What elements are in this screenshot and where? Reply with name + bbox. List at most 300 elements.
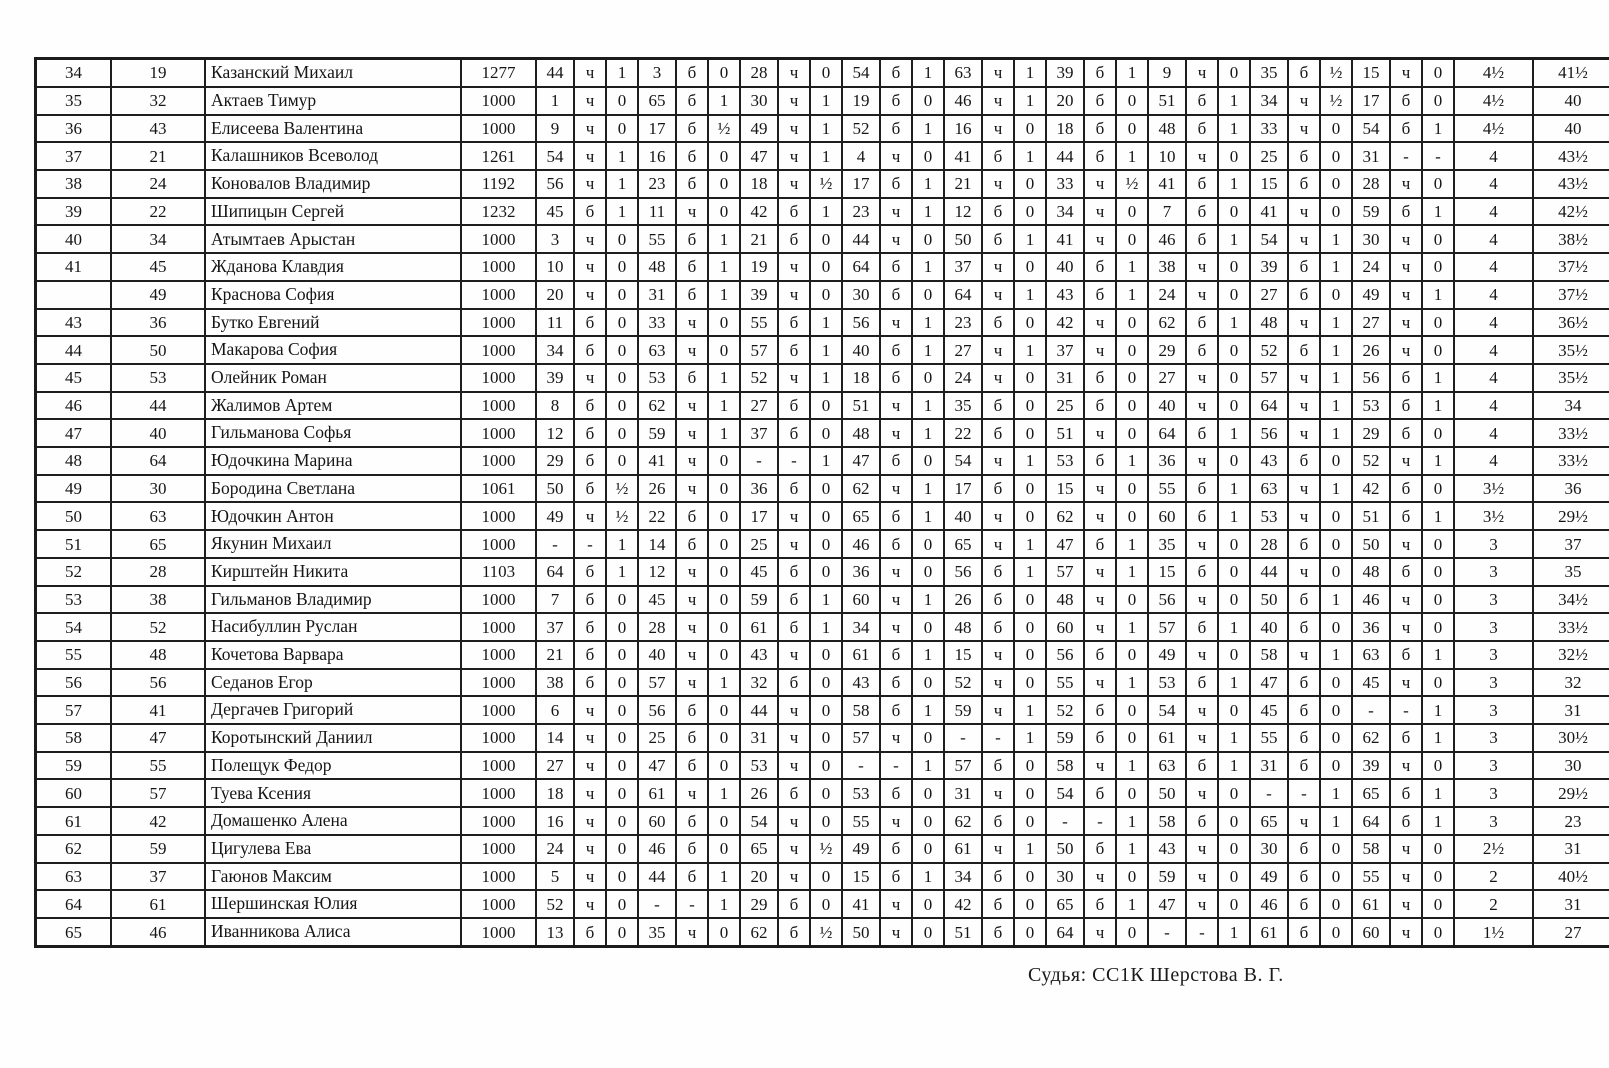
round-opponent-cell: 57 bbox=[1148, 613, 1186, 641]
round-result-cell: 1 bbox=[606, 530, 638, 558]
round-opponent-cell: 54 bbox=[1352, 115, 1390, 143]
place-cell: 38 bbox=[36, 170, 112, 198]
round-result-cell: 1 bbox=[912, 336, 944, 364]
rating-cell: 1000 bbox=[461, 87, 536, 115]
table-row bbox=[36, 87, 1609, 115]
round-opponent-cell: 58 bbox=[1250, 641, 1288, 669]
round-opponent-cell: 62 bbox=[944, 807, 982, 835]
round-opponent-cell: 65 bbox=[740, 835, 778, 863]
round-color-cell: б bbox=[1288, 142, 1320, 170]
round-opponent-cell: 21 bbox=[740, 225, 778, 253]
round-opponent-cell: 34 bbox=[536, 336, 574, 364]
round-opponent-cell: 50 bbox=[1148, 779, 1186, 807]
round-color-cell: б bbox=[982, 863, 1014, 891]
player-name-cell: Дергачев Григорий bbox=[205, 696, 461, 724]
player-name-cell: Жалимов Артем bbox=[205, 392, 461, 420]
place-cell: 35 bbox=[36, 87, 112, 115]
round-opponent-cell: 39 bbox=[740, 281, 778, 309]
round-result-cell: 0 bbox=[1422, 419, 1454, 447]
round-color-cell: ч bbox=[574, 835, 606, 863]
place-cell: 34 bbox=[36, 59, 112, 87]
round-result-cell: 0 bbox=[810, 724, 842, 752]
round-color-cell: ч bbox=[982, 253, 1014, 281]
round-opponent-cell: - bbox=[944, 724, 982, 752]
table-row bbox=[36, 142, 1609, 170]
round-color-cell: ч bbox=[778, 59, 810, 87]
round-color-cell: ч bbox=[982, 281, 1014, 309]
buchholz-cell: 42½ bbox=[1533, 198, 1609, 226]
round-opponent-cell: 59 bbox=[638, 419, 676, 447]
round-color-cell: ч bbox=[1390, 447, 1422, 475]
round-opponent-cell: 6 bbox=[536, 696, 574, 724]
round-result-cell: 0 bbox=[606, 918, 638, 947]
round-result-cell: 1 bbox=[1116, 669, 1148, 697]
round-color-cell: б bbox=[1390, 364, 1422, 392]
round-result-cell: 0 bbox=[708, 613, 740, 641]
round-result-cell: 0 bbox=[606, 863, 638, 891]
round-result-cell: 0 bbox=[810, 696, 842, 724]
player-name-cell: Калашников Всеволод bbox=[205, 142, 461, 170]
round-opponent-cell: 44 bbox=[638, 863, 676, 891]
round-opponent-cell: 52 bbox=[740, 364, 778, 392]
round-color-cell: б bbox=[1084, 253, 1116, 281]
round-color-cell: ч bbox=[574, 696, 606, 724]
round-opponent-cell: 15 bbox=[1250, 170, 1288, 198]
round-opponent-cell: 21 bbox=[536, 641, 574, 669]
score-cell: 3 bbox=[1454, 613, 1533, 641]
round-opponent-cell: 54 bbox=[1046, 779, 1084, 807]
table-row bbox=[36, 863, 1609, 891]
round-opponent-cell: 43 bbox=[1046, 281, 1084, 309]
round-result-cell: 0 bbox=[1218, 198, 1250, 226]
score-cell: 3 bbox=[1454, 558, 1533, 586]
round-color-cell: б bbox=[1288, 863, 1320, 891]
round-color-cell: б bbox=[880, 530, 912, 558]
round-opponent-cell: 44 bbox=[1046, 142, 1084, 170]
round-opponent-cell: 48 bbox=[944, 613, 982, 641]
round-color-cell: б bbox=[574, 613, 606, 641]
round-result-cell: 0 bbox=[1320, 613, 1352, 641]
round-color-cell: - bbox=[1084, 807, 1116, 835]
round-color-cell: б bbox=[676, 225, 708, 253]
round-opponent-cell: 8 bbox=[536, 392, 574, 420]
start-number-cell: 42 bbox=[111, 807, 205, 835]
round-result-cell: 1 bbox=[1116, 613, 1148, 641]
round-result-cell: 0 bbox=[708, 142, 740, 170]
round-opponent-cell: 46 bbox=[944, 87, 982, 115]
round-result-cell: 0 bbox=[1218, 696, 1250, 724]
rating-cell: 1000 bbox=[461, 863, 536, 891]
player-name-cell: Кочетова Варвара bbox=[205, 641, 461, 669]
round-result-cell: 0 bbox=[1116, 502, 1148, 530]
rating-cell: 1000 bbox=[461, 641, 536, 669]
round-color-cell: ч bbox=[880, 392, 912, 420]
round-opponent-cell: 40 bbox=[638, 641, 676, 669]
rating-cell: 1277 bbox=[461, 59, 536, 87]
round-color-cell: б bbox=[1288, 59, 1320, 87]
round-color-cell: б bbox=[1186, 309, 1218, 337]
round-result-cell: 0 bbox=[1116, 724, 1148, 752]
round-result-cell: 1 bbox=[1320, 309, 1352, 337]
round-color-cell: б bbox=[1288, 835, 1320, 863]
round-opponent-cell: 49 bbox=[536, 502, 574, 530]
round-opponent-cell: 17 bbox=[842, 170, 880, 198]
round-opponent-cell: 36 bbox=[1148, 447, 1186, 475]
round-result-cell: 1 bbox=[1014, 142, 1046, 170]
round-opponent-cell: 64 bbox=[1148, 419, 1186, 447]
round-result-cell: 0 bbox=[1422, 752, 1454, 780]
place-cell: 61 bbox=[36, 807, 112, 835]
round-result-cell: 1 bbox=[1422, 696, 1454, 724]
round-opponent-cell: 54 bbox=[536, 142, 574, 170]
round-result-cell: 0 bbox=[1218, 281, 1250, 309]
round-result-cell: 0 bbox=[1014, 170, 1046, 198]
round-color-cell: ч bbox=[1084, 613, 1116, 641]
round-color-cell: б bbox=[778, 392, 810, 420]
round-result-cell: 0 bbox=[1014, 392, 1046, 420]
rating-cell: 1000 bbox=[461, 364, 536, 392]
round-result-cell: 1 bbox=[708, 419, 740, 447]
round-result-cell: 1 bbox=[708, 669, 740, 697]
round-opponent-cell: 26 bbox=[1352, 336, 1390, 364]
round-color-cell: ч bbox=[880, 807, 912, 835]
round-result-cell: 0 bbox=[1014, 475, 1046, 503]
round-color-cell: ч bbox=[1288, 392, 1320, 420]
round-color-cell: б bbox=[982, 613, 1014, 641]
start-number-cell: 64 bbox=[111, 447, 205, 475]
table-row bbox=[36, 170, 1609, 198]
round-result-cell: 1 bbox=[1116, 558, 1148, 586]
round-result-cell: 0 bbox=[1116, 863, 1148, 891]
round-color-cell: б bbox=[982, 752, 1014, 780]
round-result-cell: 1 bbox=[1320, 419, 1352, 447]
round-opponent-cell: 35 bbox=[1250, 59, 1288, 87]
buchholz-cell: 33½ bbox=[1533, 447, 1609, 475]
round-opponent-cell: 25 bbox=[1250, 142, 1288, 170]
rating-cell: 1232 bbox=[461, 198, 536, 226]
round-result-cell: 0 bbox=[1014, 253, 1046, 281]
round-result-cell: 0 bbox=[1014, 807, 1046, 835]
round-opponent-cell: 16 bbox=[638, 142, 676, 170]
round-opponent-cell: 45 bbox=[536, 198, 574, 226]
round-result-cell: 0 bbox=[606, 724, 638, 752]
round-color-cell: б bbox=[1390, 198, 1422, 226]
round-color-cell: ч bbox=[1288, 198, 1320, 226]
rating-cell: 1000 bbox=[461, 419, 536, 447]
round-opponent-cell: 27 bbox=[536, 752, 574, 780]
round-result-cell: 0 bbox=[606, 669, 638, 697]
round-result-cell: 0 bbox=[1320, 281, 1352, 309]
round-opponent-cell: 51 bbox=[1046, 419, 1084, 447]
rating-cell: 1000 bbox=[461, 392, 536, 420]
round-result-cell: 1 bbox=[1422, 281, 1454, 309]
score-cell: 3 bbox=[1454, 779, 1533, 807]
round-opponent-cell: 54 bbox=[1148, 696, 1186, 724]
round-result-cell: 1 bbox=[1116, 447, 1148, 475]
round-result-cell: 0 bbox=[1320, 835, 1352, 863]
round-result-cell: 0 bbox=[708, 447, 740, 475]
round-color-cell: б bbox=[880, 696, 912, 724]
round-result-cell: 0 bbox=[1320, 198, 1352, 226]
round-result-cell: 0 bbox=[1014, 890, 1046, 918]
player-name-cell: Краснова София bbox=[205, 281, 461, 309]
round-opponent-cell: 12 bbox=[944, 198, 982, 226]
round-color-cell: б bbox=[1186, 475, 1218, 503]
round-result-cell: 1 bbox=[1014, 696, 1046, 724]
round-opponent-cell: 61 bbox=[638, 779, 676, 807]
start-number-cell: 65 bbox=[111, 530, 205, 558]
round-color-cell: б bbox=[880, 863, 912, 891]
rating-cell: 1000 bbox=[461, 586, 536, 614]
round-opponent-cell: 41 bbox=[1046, 225, 1084, 253]
round-color-cell: ч bbox=[982, 87, 1014, 115]
round-color-cell: б bbox=[778, 475, 810, 503]
start-number-cell: 36 bbox=[111, 309, 205, 337]
rating-cell: 1000 bbox=[461, 502, 536, 530]
round-opponent-cell: 65 bbox=[638, 87, 676, 115]
round-color-cell: б bbox=[676, 87, 708, 115]
round-color-cell: б bbox=[1288, 890, 1320, 918]
round-opponent-cell: 48 bbox=[1352, 558, 1390, 586]
round-result-cell: 1 bbox=[1116, 142, 1148, 170]
round-opponent-cell: 49 bbox=[842, 835, 880, 863]
round-opponent-cell: - bbox=[536, 530, 574, 558]
round-color-cell: ч bbox=[982, 336, 1014, 364]
round-color-cell: ч bbox=[1186, 530, 1218, 558]
player-name-cell: Седанов Егор bbox=[205, 669, 461, 697]
round-result-cell: 0 bbox=[912, 724, 944, 752]
round-color-cell: ч bbox=[1390, 669, 1422, 697]
round-result-cell: 1 bbox=[606, 142, 638, 170]
round-color-cell: б bbox=[1084, 59, 1116, 87]
place-cell: 56 bbox=[36, 669, 112, 697]
round-opponent-cell: 49 bbox=[1148, 641, 1186, 669]
round-opponent-cell: 62 bbox=[638, 392, 676, 420]
round-opponent-cell: 23 bbox=[842, 198, 880, 226]
round-color-cell: б bbox=[880, 641, 912, 669]
round-opponent-cell: 64 bbox=[1250, 392, 1288, 420]
round-opponent-cell: 63 bbox=[1148, 752, 1186, 780]
round-opponent-cell: 27 bbox=[740, 392, 778, 420]
round-color-cell: б bbox=[1390, 558, 1422, 586]
round-opponent-cell: 17 bbox=[740, 502, 778, 530]
player-name-cell: Юдочкина Марина bbox=[205, 447, 461, 475]
results-table-body bbox=[36, 59, 1609, 947]
round-result-cell: 1 bbox=[810, 447, 842, 475]
round-result-cell: 1 bbox=[1116, 253, 1148, 281]
round-color-cell: ч bbox=[1186, 696, 1218, 724]
round-result-cell: 0 bbox=[912, 87, 944, 115]
round-opponent-cell: 64 bbox=[1046, 918, 1084, 947]
round-opponent-cell: 62 bbox=[1352, 724, 1390, 752]
round-result-cell: 0 bbox=[1422, 253, 1454, 281]
round-opponent-cell: 55 bbox=[740, 309, 778, 337]
round-opponent-cell: 41 bbox=[1148, 170, 1186, 198]
rating-cell: 1000 bbox=[461, 890, 536, 918]
round-color-cell: б bbox=[1186, 336, 1218, 364]
score-cell: 4 bbox=[1454, 253, 1533, 281]
round-result-cell: 0 bbox=[1014, 364, 1046, 392]
round-opponent-cell: 4 bbox=[842, 142, 880, 170]
table-row bbox=[36, 807, 1609, 835]
round-result-cell: 0 bbox=[708, 170, 740, 198]
start-number-cell: 32 bbox=[111, 87, 205, 115]
table-row bbox=[36, 890, 1609, 918]
round-result-cell: 0 bbox=[810, 779, 842, 807]
place-cell bbox=[36, 281, 112, 309]
results-table bbox=[34, 57, 1609, 948]
round-color-cell: б bbox=[778, 779, 810, 807]
round-opponent-cell: 63 bbox=[1352, 641, 1390, 669]
round-color-cell: ч bbox=[880, 724, 912, 752]
round-result-cell: 0 bbox=[1116, 419, 1148, 447]
buchholz-cell: 37½ bbox=[1533, 253, 1609, 281]
round-opponent-cell: 55 bbox=[842, 807, 880, 835]
round-result-cell: 0 bbox=[1422, 530, 1454, 558]
round-color-cell: б bbox=[778, 225, 810, 253]
round-color-cell: б bbox=[1288, 530, 1320, 558]
round-result-cell: 0 bbox=[912, 364, 944, 392]
player-name-cell: Домашенко Алена bbox=[205, 807, 461, 835]
round-opponent-cell: 15 bbox=[944, 641, 982, 669]
round-opponent-cell: 36 bbox=[1352, 613, 1390, 641]
round-color-cell: б bbox=[982, 807, 1014, 835]
round-color-cell: б bbox=[1186, 669, 1218, 697]
round-result-cell: ½ bbox=[606, 475, 638, 503]
round-color-cell: б bbox=[1390, 115, 1422, 143]
player-name-cell: Иванникова Алиса bbox=[205, 918, 461, 947]
round-color-cell: б bbox=[676, 364, 708, 392]
round-color-cell: ч bbox=[574, 142, 606, 170]
round-color-cell: б bbox=[778, 336, 810, 364]
round-result-cell: 0 bbox=[606, 586, 638, 614]
round-result-cell: 0 bbox=[1116, 225, 1148, 253]
round-color-cell: ч bbox=[1186, 779, 1218, 807]
round-result-cell: 0 bbox=[1218, 392, 1250, 420]
rating-cell: 1000 bbox=[461, 447, 536, 475]
round-color-cell: ч bbox=[778, 641, 810, 669]
round-color-cell: ч bbox=[1288, 115, 1320, 143]
round-opponent-cell: 53 bbox=[1148, 669, 1186, 697]
round-opponent-cell: 52 bbox=[1046, 696, 1084, 724]
place-cell: 40 bbox=[36, 225, 112, 253]
round-color-cell: б bbox=[880, 835, 912, 863]
score-cell: 4½ bbox=[1454, 59, 1533, 87]
round-opponent-cell: 12 bbox=[536, 419, 574, 447]
round-result-cell: 0 bbox=[912, 890, 944, 918]
buchholz-cell: 23 bbox=[1533, 807, 1609, 835]
start-number-cell: 44 bbox=[111, 392, 205, 420]
round-opponent-cell: 61 bbox=[944, 835, 982, 863]
buchholz-cell: 43½ bbox=[1533, 142, 1609, 170]
round-opponent-cell: 33 bbox=[1046, 170, 1084, 198]
round-color-cell: ч bbox=[1084, 170, 1116, 198]
round-result-cell: 0 bbox=[708, 502, 740, 530]
round-color-cell: ч bbox=[574, 724, 606, 752]
round-result-cell: 1 bbox=[606, 170, 638, 198]
round-opponent-cell: 29 bbox=[1148, 336, 1186, 364]
round-opponent-cell: - bbox=[842, 752, 880, 780]
round-color-cell: ч bbox=[574, 59, 606, 87]
round-opponent-cell: 28 bbox=[638, 613, 676, 641]
round-opponent-cell: 27 bbox=[944, 336, 982, 364]
round-opponent-cell: 7 bbox=[536, 586, 574, 614]
round-opponent-cell: 51 bbox=[842, 392, 880, 420]
round-opponent-cell: 19 bbox=[842, 87, 880, 115]
round-color-cell: б bbox=[880, 364, 912, 392]
round-opponent-cell: 38 bbox=[536, 669, 574, 697]
round-result-cell: 1 bbox=[1218, 669, 1250, 697]
table-row bbox=[36, 281, 1609, 309]
round-opponent-cell: 45 bbox=[1352, 669, 1390, 697]
round-color-cell: б bbox=[1288, 696, 1320, 724]
round-result-cell: 0 bbox=[1422, 475, 1454, 503]
round-result-cell: 0 bbox=[810, 807, 842, 835]
round-result-cell: 1 bbox=[810, 364, 842, 392]
round-result-cell: 0 bbox=[1014, 115, 1046, 143]
round-color-cell: б bbox=[1084, 779, 1116, 807]
round-opponent-cell: 41 bbox=[944, 142, 982, 170]
round-opponent-cell: 64 bbox=[842, 253, 880, 281]
round-color-cell: ч bbox=[1186, 392, 1218, 420]
round-opponent-cell: 56 bbox=[1148, 586, 1186, 614]
rating-cell: 1000 bbox=[461, 918, 536, 947]
round-color-cell: б bbox=[1084, 392, 1116, 420]
round-color-cell: б bbox=[778, 586, 810, 614]
round-color-cell: ч bbox=[1288, 641, 1320, 669]
round-result-cell: 0 bbox=[708, 807, 740, 835]
score-cell: 4 bbox=[1454, 364, 1533, 392]
round-result-cell: 0 bbox=[912, 281, 944, 309]
round-color-cell: б bbox=[1288, 613, 1320, 641]
score-cell: 4 bbox=[1454, 198, 1533, 226]
score-cell: 2 bbox=[1454, 890, 1533, 918]
round-result-cell: 0 bbox=[606, 835, 638, 863]
round-color-cell: б bbox=[1084, 835, 1116, 863]
start-number-cell: 37 bbox=[111, 863, 205, 891]
place-cell: 36 bbox=[36, 115, 112, 143]
place-cell: 64 bbox=[36, 890, 112, 918]
round-opponent-cell: 56 bbox=[638, 696, 676, 724]
round-result-cell: 0 bbox=[1218, 530, 1250, 558]
round-result-cell: 0 bbox=[606, 447, 638, 475]
round-color-cell: б bbox=[676, 281, 708, 309]
round-opponent-cell: 56 bbox=[1250, 419, 1288, 447]
round-result-cell: 0 bbox=[810, 530, 842, 558]
round-color-cell: ч bbox=[982, 447, 1014, 475]
round-color-cell: б bbox=[880, 170, 912, 198]
round-opponent-cell: 43 bbox=[842, 669, 880, 697]
round-result-cell: 1 bbox=[1116, 752, 1148, 780]
buchholz-cell: 37 bbox=[1533, 530, 1609, 558]
round-color-cell: б bbox=[676, 115, 708, 143]
round-color-cell: ч bbox=[1084, 225, 1116, 253]
round-opponent-cell: - bbox=[1046, 807, 1084, 835]
round-result-cell: 0 bbox=[1218, 253, 1250, 281]
round-color-cell: ч bbox=[574, 364, 606, 392]
score-cell: 3 bbox=[1454, 807, 1533, 835]
round-result-cell: 1 bbox=[1014, 724, 1046, 752]
table-row bbox=[36, 309, 1609, 337]
round-opponent-cell: 53 bbox=[842, 779, 880, 807]
round-result-cell: 0 bbox=[1116, 198, 1148, 226]
place-cell: 50 bbox=[36, 502, 112, 530]
round-opponent-cell: 29 bbox=[536, 447, 574, 475]
round-color-cell: ч bbox=[1288, 502, 1320, 530]
round-result-cell: 0 bbox=[1320, 170, 1352, 198]
round-color-cell: б bbox=[574, 918, 606, 947]
buchholz-cell: 29½ bbox=[1533, 779, 1609, 807]
